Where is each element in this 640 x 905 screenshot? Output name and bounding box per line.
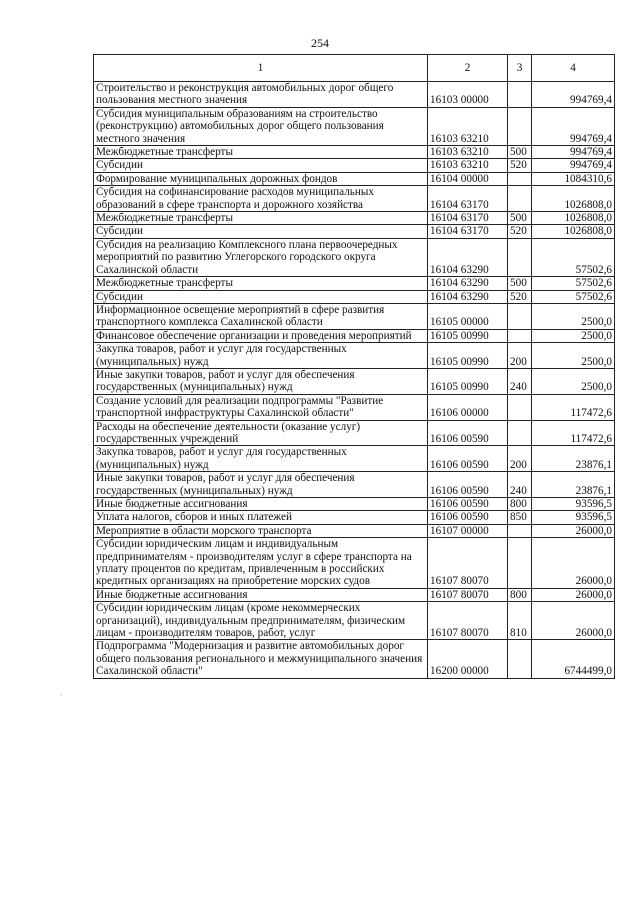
row-amount: 117472,6	[532, 420, 615, 446]
row-amount: 994769,4	[532, 159, 615, 172]
row-code: 16103 63210	[428, 159, 508, 172]
row-expense-type: 240	[508, 368, 532, 394]
table-row	[94, 343, 615, 369]
page-number: 254	[311, 36, 329, 50]
row-code: 16103 63210	[428, 107, 508, 145]
row-name: Субсидии юридическим лицам (кроме некоммерческих организаций), индивидуальным предпринимателям, физическим лицам - производителям товаров, работ, услуг	[94, 602, 428, 640]
row-code: 16107 80070	[428, 538, 508, 589]
row-code: 16106 00590	[428, 420, 508, 446]
table-row	[94, 524, 615, 537]
row-amount: 1026808,0	[532, 225, 615, 238]
row-code: 16104 63290	[428, 238, 508, 276]
column-header-4: 4	[532, 55, 615, 82]
row-expense-type	[508, 420, 532, 446]
row-code: 16105 00990	[428, 368, 508, 394]
row-name: Субсидии	[94, 159, 428, 172]
row-name: Иные бюджетные ассигнования	[94, 498, 428, 511]
table-row	[94, 394, 615, 420]
table-row	[94, 446, 615, 472]
row-code: 16104 63290	[428, 277, 508, 290]
row-code: 16107 80070	[428, 588, 508, 601]
row-expense-type: 500	[508, 212, 532, 225]
row-name: Межбюджетные трансферты	[94, 277, 428, 290]
column-header-1: 1	[94, 55, 428, 82]
row-name: Расходы на обеспечение деятельности (оказание услуг) государственных учреждений	[94, 420, 428, 446]
row-expense-type: 200	[508, 446, 532, 472]
column-header-2: 2	[428, 55, 508, 82]
row-name: Закупка товаров, работ и услуг для государственных (муниципальных) нужд	[94, 446, 428, 472]
row-amount: 26000,0	[532, 588, 615, 601]
row-name: Уплата налогов, сборов и иных платежей	[94, 511, 428, 524]
table-row	[94, 172, 615, 185]
table-row	[94, 329, 615, 342]
row-code: 16200 00000	[428, 640, 508, 678]
row-code: 16106 00000	[428, 394, 508, 420]
row-expense-type	[508, 538, 532, 589]
row-name: Мероприятие в области морского транспорта	[94, 524, 428, 537]
row-code: 16104 63290	[428, 290, 508, 303]
row-amount: 2500,0	[532, 303, 615, 329]
row-code: 16106 00590	[428, 446, 508, 472]
row-code: 16105 00990	[428, 343, 508, 369]
table-row	[94, 290, 615, 303]
row-code: 16104 63170	[428, 225, 508, 238]
table-row	[94, 511, 615, 524]
row-code: 16103 63210	[428, 146, 508, 159]
row-name: Закупка товаров, работ и услуг для государственных (муниципальных) нужд	[94, 343, 428, 369]
row-amount: 6744499,0	[532, 640, 615, 678]
column-header-3: 3	[508, 55, 532, 82]
budget-table	[93, 54, 615, 679]
table-row	[94, 498, 615, 511]
row-amount: 2500,0	[532, 368, 615, 394]
table-row	[94, 225, 615, 238]
row-name: Субсидии юридическим лицам и индивидуальным предпринимателям - производителям услуг в сфере транспорта на уплату процентов по кредитам, привлеченным в российских кредитных организациях на приобретение морских судов	[94, 538, 428, 589]
row-amount: 2500,0	[532, 329, 615, 342]
row-amount: 26000,0	[532, 602, 615, 640]
row-amount: 1084310,6	[532, 172, 615, 185]
row-amount: 994769,4	[532, 107, 615, 145]
row-amount: 2500,0	[532, 343, 615, 369]
row-name: Подпрограмма "Модернизация и развитие автомобильных дорог общего пользования регионального и межмуниципального значения Сахалинской области"	[94, 640, 428, 678]
table-row	[94, 277, 615, 290]
row-expense-type	[508, 303, 532, 329]
row-name: Субсидия на реализацию Комплексного плана первоочередных мероприятий по развитию Углегорского городского округа Сахалинской области	[94, 238, 428, 276]
row-code: 16104 00000	[428, 172, 508, 185]
row-code: 16104 63170	[428, 186, 508, 212]
row-code: 16106 00590	[428, 498, 508, 511]
row-expense-type: 520	[508, 290, 532, 303]
row-name: Создание условий для реализации подпрограммы "Развитие транспортной инфраструктуры Сахалинской области"	[94, 394, 428, 420]
table-row	[94, 368, 615, 394]
row-amount: 994769,4	[532, 82, 615, 108]
table-header-row	[94, 55, 615, 82]
table-row	[94, 538, 615, 589]
row-expense-type: 800	[508, 588, 532, 601]
row-expense-type: 520	[508, 225, 532, 238]
row-amount: 26000,0	[532, 538, 615, 589]
row-expense-type: 240	[508, 472, 532, 498]
row-expense-type	[508, 329, 532, 342]
row-expense-type	[508, 238, 532, 276]
table-row	[94, 588, 615, 601]
row-expense-type: 520	[508, 159, 532, 172]
table-row	[94, 159, 615, 172]
row-expense-type	[508, 82, 532, 108]
row-expense-type	[508, 524, 532, 537]
row-expense-type	[508, 186, 532, 212]
row-expense-type: 500	[508, 277, 532, 290]
row-code: 16105 00000	[428, 303, 508, 329]
row-amount: 994769,4	[532, 146, 615, 159]
row-expense-type: 850	[508, 511, 532, 524]
table-row	[94, 82, 615, 108]
table-row	[94, 186, 615, 212]
row-amount: 23876,1	[532, 446, 615, 472]
row-name: Субсидия муниципальным образованиям на строительство (реконструкцию) автомобильных дорог общего пользования местного значения	[94, 107, 428, 145]
row-code: 16104 63170	[428, 212, 508, 225]
row-code: 16105 00990	[428, 329, 508, 342]
row-name: Формирование муниципальных дорожных фондов	[94, 172, 428, 185]
row-amount: 57502,6	[532, 238, 615, 276]
row-expense-type: 200	[508, 343, 532, 369]
row-name: Субсидии	[94, 225, 428, 238]
table-row	[94, 238, 615, 276]
row-expense-type	[508, 394, 532, 420]
row-name: Финансовое обеспечение организации и проведения мероприятий	[94, 329, 428, 342]
row-expense-type	[508, 172, 532, 185]
row-amount: 117472,6	[532, 394, 615, 420]
row-expense-type: 500	[508, 146, 532, 159]
row-expense-type: 810	[508, 602, 532, 640]
scan-speck: ·	[60, 690, 63, 700]
row-amount: 93596,5	[532, 498, 615, 511]
row-code: 16107 00000	[428, 524, 508, 537]
row-amount: 1026808,0	[532, 212, 615, 225]
row-amount: 1026808,0	[532, 186, 615, 212]
row-name: Субсидия на софинансирование расходов муниципальных образований в сфере транспорта и дорожного хозяйства	[94, 186, 428, 212]
row-name: Субсидии	[94, 290, 428, 303]
row-name: Строительство и реконструкция автомобильных дорог общего пользования местного значения	[94, 82, 428, 108]
table-row	[94, 107, 615, 145]
row-code: 16103 00000	[428, 82, 508, 108]
row-expense-type	[508, 107, 532, 145]
row-name: Иные закупки товаров, работ и услуг для обеспечения государственных (муниципальных) нужд	[94, 368, 428, 394]
row-amount: 23876,1	[532, 472, 615, 498]
row-code: 16106 00590	[428, 511, 508, 524]
row-code: 16107 80070	[428, 602, 508, 640]
table-row	[94, 420, 615, 446]
row-name: Иные закупки товаров, работ и услуг для обеспечения государственных (муниципальных) нужд	[94, 472, 428, 498]
table-row	[94, 602, 615, 640]
table-row	[94, 472, 615, 498]
row-name: Межбюджетные трансферты	[94, 146, 428, 159]
row-amount: 57502,6	[532, 290, 615, 303]
row-code: 16106 00590	[428, 472, 508, 498]
row-name: Межбюджетные трансферты	[94, 212, 428, 225]
row-name: Информационное освещение мероприятий в сфере развития транспортного комплекса Сахалинской области	[94, 303, 428, 329]
row-name: Иные бюджетные ассигнования	[94, 588, 428, 601]
table-row	[94, 146, 615, 159]
row-amount: 93596,5	[532, 511, 615, 524]
table-row	[94, 212, 615, 225]
row-expense-type	[508, 640, 532, 678]
row-amount: 57502,6	[532, 277, 615, 290]
row-expense-type: 800	[508, 498, 532, 511]
table-row	[94, 303, 615, 329]
row-amount: 26000,0	[532, 524, 615, 537]
table-row	[94, 640, 615, 678]
